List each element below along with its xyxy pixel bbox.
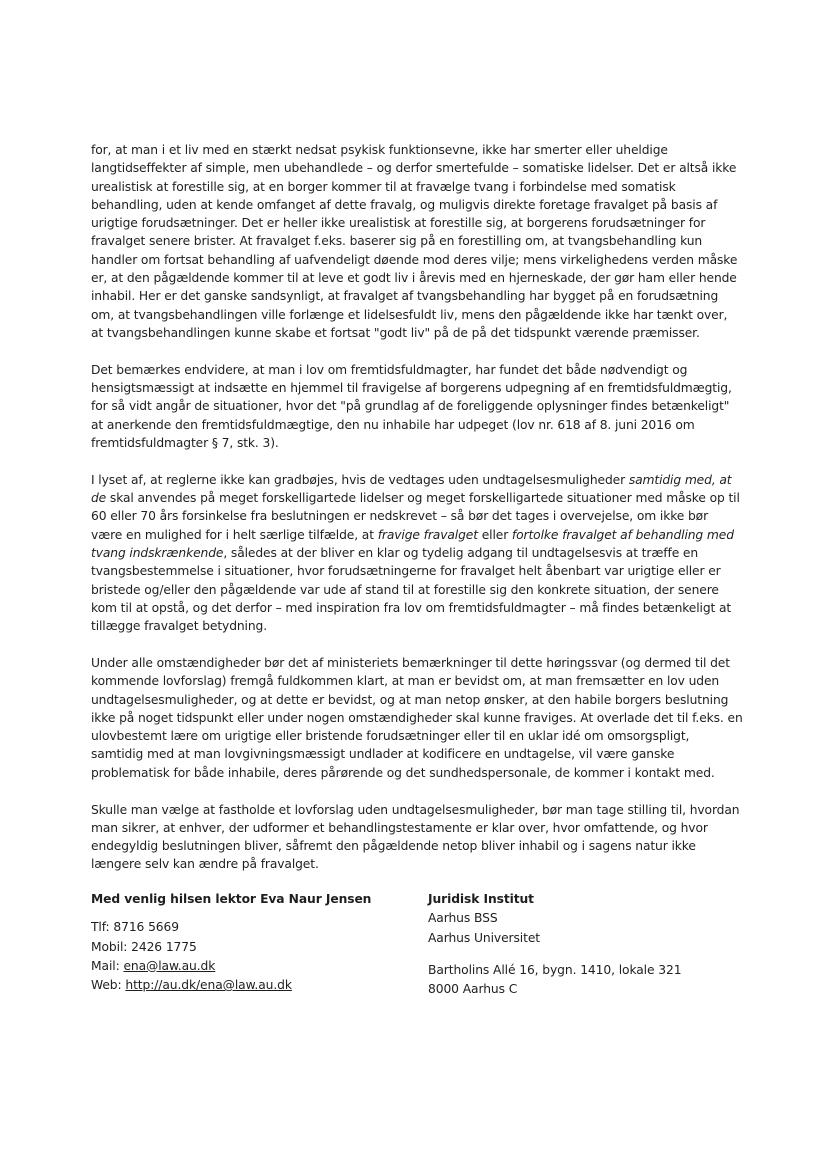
institution-block — [428, 890, 748, 999]
web-line — [91, 976, 391, 995]
mail-link[interactable]: ena@law.au.dk — [123, 958, 216, 973]
signature-block — [91, 890, 391, 995]
paragraph — [91, 141, 743, 342]
emphasis-text: samtidig med, at de — [91, 472, 732, 506]
paragraph-text: Skulle man vælge at fastholde et lovforslag uden undtagelsesmuligheder, bør man tage stilling til, hvordan man sikrer, at enhver, der udformer et behandlingstestamente er klar over, hvor omfattende, og hvor endegyldig beslutningen bliver, såfremt den pågældende netop bliver inhabil og i sagens natur ikke længere selv kan ændre på fravalget. — [91, 802, 740, 872]
letter-body — [91, 141, 743, 892]
emphasis-text: fravige fravalget — [377, 527, 478, 542]
paragraph-text: Under alle omstændigheder bør det af ministeriets bemærkninger til dette høringssvar (og dermed til det kommende lovforslag) fremgå fuldkommen klart, at man er bevidst om, at man fremsætter en lov uden undtagelsesmuligheder, og at dette er bevidst, og at man netop ønsker, at den habile borgers beslutning ikke på noget tidspunkt eller under nogen omstændigheder skal kunne fraviges. At overlade det til f.eks. en ulovbestemt lære om urigtige eller bristende forudsætninger eller til en uklar idé om omsorgspligt, samtidig med at man lovgivningsmæssigt undlader at kodificere en undtagelse, vil være ganske problematisk for både inhabile, deres pårørende og det sundhedspersonale, de kommer i kontakt med. — [91, 655, 743, 780]
paragraph-text: , således at der bliver en klar og tydelig adgang til undtagelsesvis at træffe en tvangsbestemmelse i situationer, hvor forudsætningerne for fravalget helt åbenbart var urigtige eller er bristede og/eller den pågældende var ude af stand til at forestille sig den konkrete situation, der senere kom til at opstå, og det derfor – med inspiration fra lov om fremtidsfuldmagter – må findes betænkeligt at tillægge fravalget betydning. — [91, 545, 732, 634]
emphasis-text: fortolke fravalget af behandling med tvang indskrænkende — [91, 527, 734, 560]
web-link[interactable]: http://au.dk/ena@law.au.dk — [125, 978, 292, 993]
paragraph-text: Det bemærkes endvidere, at man i lov om fremtidsfuldmagter, har fundet det både nødvendigt og hensigtsmæssigt at indsætte en hjemmel til fravigelse af borgerens udpegning af en fremtidsfuldmægtig, for så vidt angår de situationer, hvor det "på grundlag af de foreliggende oplysninger findes betænkeligt" at anerkende den fremtidsfuldmægtige, den nu inhabile har udpeget (lov nr. 618 af 8. juni 2016 om fremtidsfuldmagter § 7, stk. 3). — [91, 362, 732, 450]
paragraph — [91, 801, 743, 874]
mail-line — [91, 957, 391, 976]
closing-line: Med venlig hilsen lektor Eva Naur Jensen — [91, 892, 372, 906]
institution-address: Bartholins Allé 16, bygn. 1410, lokale 321 — [428, 962, 682, 977]
paragraph — [91, 471, 743, 636]
paragraph-text: for, at man i et liv med en stærkt nedsat psykisk funktionsevne, ikke har smerter eller uheldige langtidseffekter af simple, men ubehandlede – og derfor smertefulde – somatiske lidelser. Det er altså ikke urealistisk at forestille sig, at en borger kommer til at fravælge tvang i forbindelse med somatisk behandling, uden at kende omfanget af dette fravalg, og muligvis direkte foretage fravalget på basis af urigtige forudsætninger. Det er heller ikke urealistisk at forestille sig, at borgerens forudsætninger for fravalget senere brister. At fravalget f.eks. baserer sig på en forestilling om, at tvangsbehandling kun handler om fortsat behandling af uafvendeligt døende mod deres vilje; mens virkelighedens verden måske er, at den pågældende kommer til at leve et godt liv i årevis med en hjerneskade, der gør ham eller hende inhabil. Her er det ganske sandsynligt, at fravalget af tvangsbehandling har bygget på en forudsætning om, at tvangsbehandlingen ville forlænge et lidelsesfuldt liv, mens den pågældende ikke har tænkt over, at tvangsbehandlingen kunne skabe et fortsat "godt liv" på de på det tidspunkt værende præmisser. — [91, 143, 738, 340]
paragraph-text: eller — [477, 527, 512, 542]
web-label: Web: — [91, 978, 126, 993]
institution-university: Aarhus Universitet — [428, 930, 541, 945]
institution-school: Aarhus BSS — [428, 911, 498, 926]
paragraph-text: skal anvendes på meget forskelligartede lidelser og meget forskelligartede situationer med måske op til 60 eller 70 års forsinkelse fra beslutningen er nedskrevet – så bør det tages i overvejelse, om ikke bør være en mulighed for i helt særlige tilfælde, at — [91, 491, 740, 542]
institution-name: Juridisk Institut — [428, 892, 534, 906]
paragraph — [91, 361, 743, 452]
paragraph — [91, 654, 743, 782]
mail-label: Mail: — [91, 958, 124, 973]
paragraph-text: I lyset af, at reglerne ikke kan gradbøjes, hvis de vedtages uden undtagelsesmuligheder — [91, 472, 629, 487]
mobile-line: Mobil: 2426 1775 — [91, 939, 197, 954]
phone-line: Tlf: 8716 5669 — [91, 920, 179, 935]
institution-city: 8000 Aarhus C — [428, 982, 518, 997]
